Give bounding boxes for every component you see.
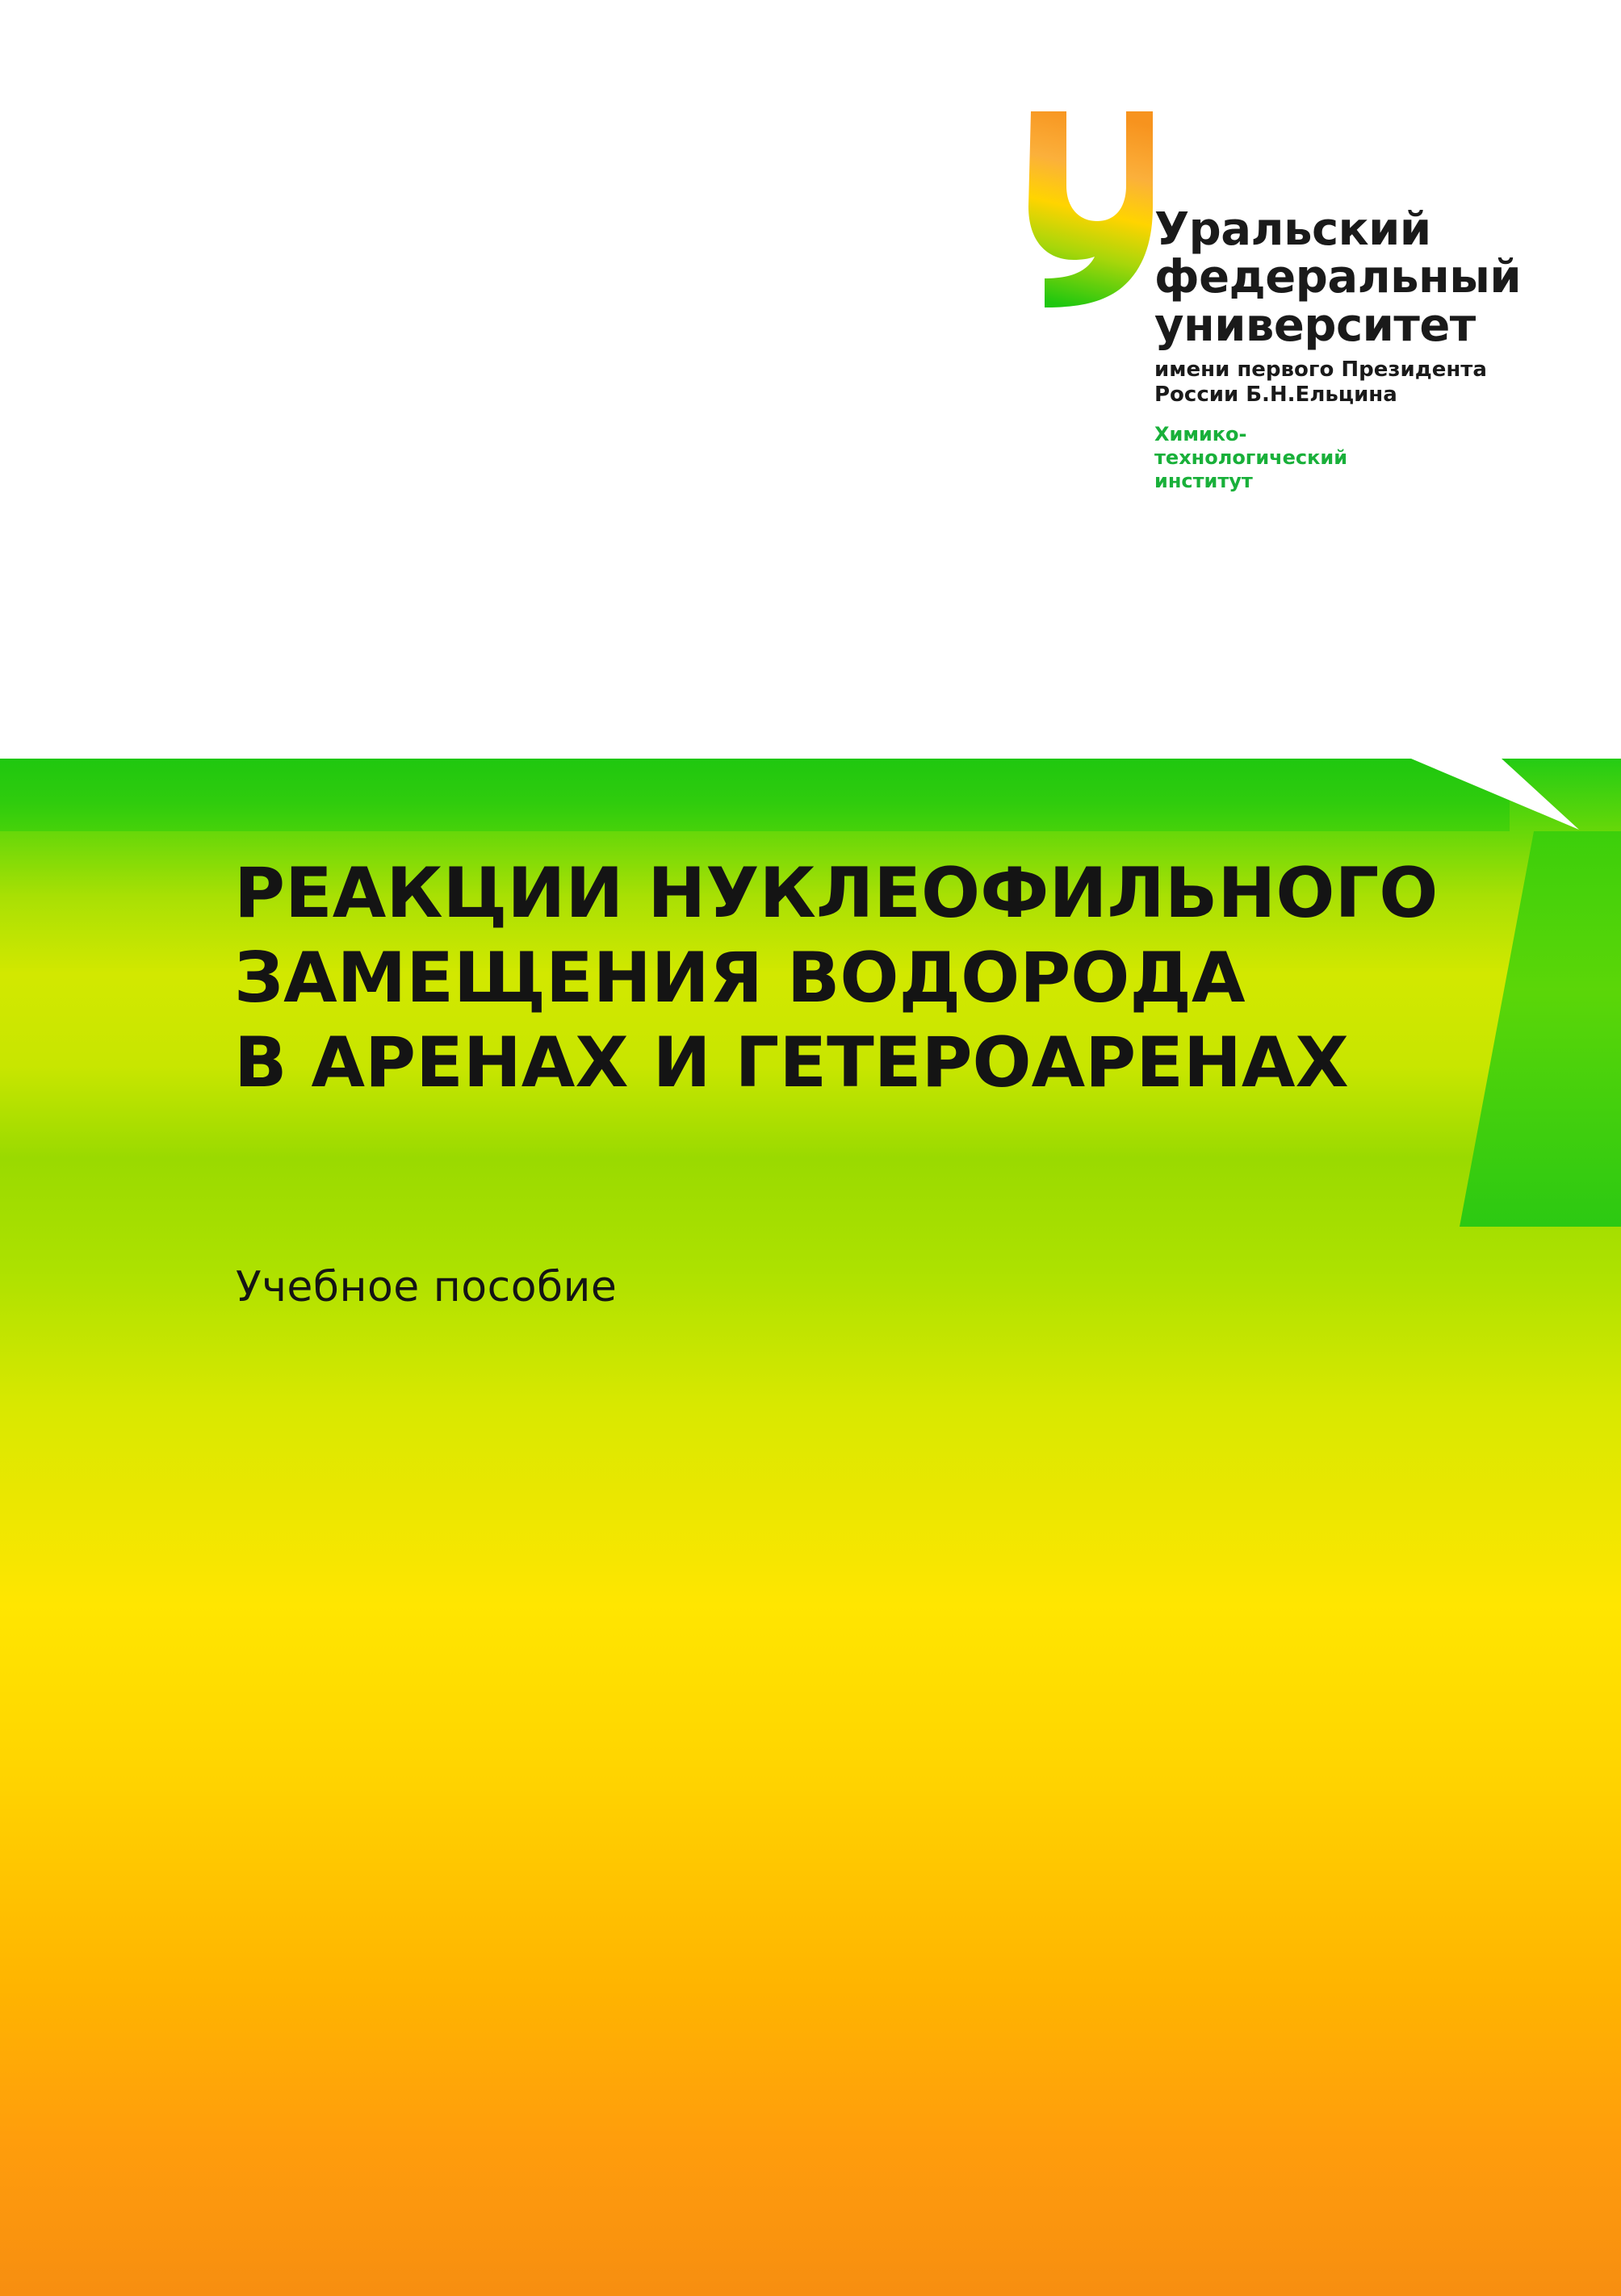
logo-subtitle-line-1: имени первого Президента (1154, 358, 1487, 383)
cover-top-right-wedge (0, 759, 1621, 847)
ural-federal-university-logo-mark-icon (1021, 105, 1162, 327)
logo-institute-line-3: институт (1154, 470, 1253, 493)
cover-title (234, 851, 1439, 1106)
university-logo (997, 97, 1562, 493)
cover-title-line-3: В АРЕНАХ И ГЕТЕРОАРЕНАХ (234, 1022, 1349, 1103)
logo-university-line-3: университет (1154, 299, 1476, 352)
cover-subtitle: Учебное пособие (236, 1263, 618, 1311)
cover-title-line-2: ЗАМЕЩЕНИЯ ВОДОРОДА (234, 937, 1246, 1018)
logo-institute-line-1: Химико- (1154, 423, 1247, 446)
logo-institute-line-2: технологический (1154, 446, 1348, 470)
logo-university-line-2: федеральный (1154, 251, 1522, 304)
logo-text-block (1154, 203, 1558, 493)
logo-university-line-1: Уральский (1154, 203, 1431, 256)
cover-title-line-1: РЕАКЦИИ НУКЛЕОФИЛЬНОГО (234, 853, 1439, 934)
logo-subtitle-line-2: России Б.Н.Ельцина (1154, 382, 1397, 407)
